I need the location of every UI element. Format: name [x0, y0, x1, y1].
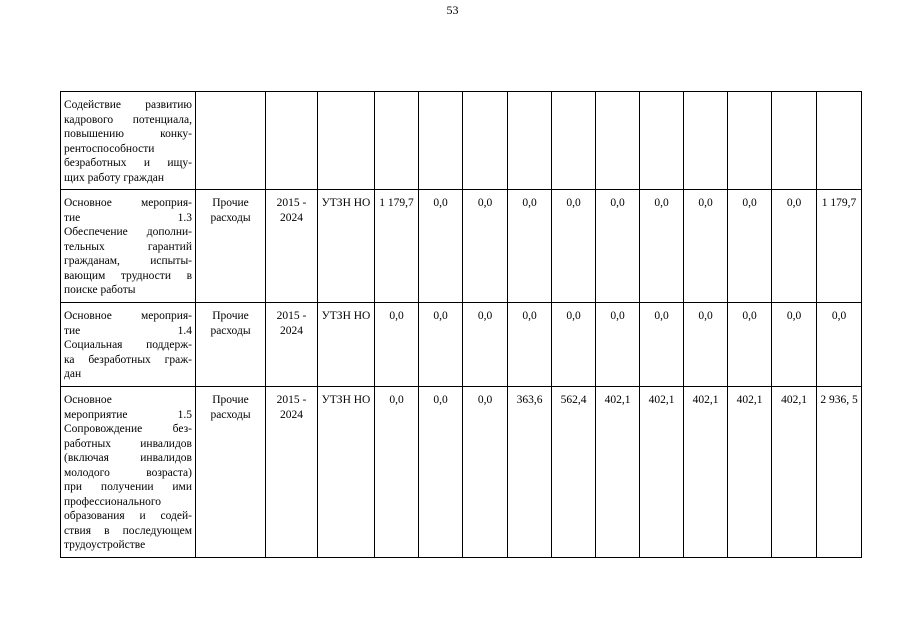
value-cell	[596, 92, 640, 190]
measure-name-line: при получении ими	[64, 481, 192, 493]
measure-name-cell	[61, 303, 196, 387]
value-cell: 0,0	[508, 190, 552, 303]
measure-name-line: ка безработных граж-	[64, 353, 192, 366]
measure-name-line: кадрового потенциала,	[64, 113, 192, 126]
value-cell: 0,0	[508, 303, 552, 387]
measure-name-line: образования и содей-	[64, 510, 192, 522]
value-cell	[419, 92, 463, 190]
value-cell: 0,0	[596, 303, 640, 387]
total-value-cell: 1 179,7	[817, 190, 862, 303]
measure-name-line: работных инвалидов	[64, 437, 192, 450]
measure-name-cell	[61, 387, 196, 558]
value-cell: 562,4	[552, 387, 596, 558]
value-cell: 0,0	[772, 303, 817, 387]
table-row	[61, 92, 862, 190]
value-cell: 0,0	[375, 303, 419, 387]
value-cell: 0,0	[463, 303, 508, 387]
measure-name-line: Основное мероприя-	[64, 197, 192, 209]
measure-name-line: профессионального	[64, 495, 162, 508]
period-cell: 2015 - 2024	[266, 387, 318, 558]
measure-name-line: вающим трудности в	[64, 269, 192, 282]
value-cell: 0,0	[684, 303, 728, 387]
value-cell: 0,0	[419, 387, 463, 558]
expense-category-cell: Прочие расходы	[196, 303, 266, 387]
executor-cell	[318, 92, 375, 190]
measure-name-line: (включая инвалидов	[64, 452, 192, 464]
measure-name-cell	[61, 92, 196, 190]
value-cell	[728, 92, 772, 190]
value-cell	[552, 92, 596, 190]
period-cell: 2015 - 2024	[266, 303, 318, 387]
measure-name-line: щих работу граждан	[64, 171, 165, 184]
value-cell: 402,1	[640, 387, 684, 558]
measure-name-line: Сопровождение без-	[64, 423, 192, 435]
measure-name-line: дан	[64, 368, 82, 380]
value-cell: 0,0	[419, 303, 463, 387]
value-cell: 0,0	[728, 303, 772, 387]
budget-table	[60, 91, 862, 558]
executor-cell: УТЗН НО	[318, 387, 375, 558]
total-value-cell	[817, 92, 862, 190]
measure-name-line: поиске работы	[64, 284, 136, 296]
measure-name-line: безработных и ищу-	[64, 157, 192, 169]
value-cell: 1 179,7	[375, 190, 419, 303]
measure-name-line: гражданам, испыты-	[64, 255, 192, 267]
value-cell: 0,0	[463, 387, 508, 558]
measure-name-line: тие 1.3	[64, 211, 192, 224]
measure-name-line: Основное мероприя-	[64, 310, 192, 322]
value-cell: 363,6	[508, 387, 552, 558]
value-cell: 0,0	[419, 190, 463, 303]
value-cell	[684, 92, 728, 190]
value-cell	[375, 92, 419, 190]
value-cell: 0,0	[596, 190, 640, 303]
measure-name-line: молодого возраста)	[64, 466, 192, 479]
measure-name-line: трудоустройстве	[64, 539, 146, 551]
page-number: 53	[446, 3, 459, 17]
measure-name-line: мероприятие 1.5	[64, 408, 192, 421]
value-cell: 0,0	[640, 190, 684, 303]
value-cell: 0,0	[463, 190, 508, 303]
value-cell: 402,1	[772, 387, 817, 558]
measure-name-line: тельных гарантий	[64, 240, 192, 253]
measure-name-cell	[61, 190, 196, 303]
measure-name-line: Обеспечение дополни-	[64, 226, 192, 238]
total-value-cell: 2 936, 5	[817, 387, 862, 558]
value-cell: 0,0	[640, 303, 684, 387]
measure-name-line: рентоспособности	[64, 142, 155, 155]
measure-name-line: Социальная поддерж-	[64, 339, 192, 351]
period-cell: 2015 - 2024	[266, 190, 318, 303]
measure-name-line: Содействие развитию	[64, 99, 192, 111]
value-cell	[772, 92, 817, 190]
value-cell: 0,0	[552, 303, 596, 387]
value-cell: 0,0	[552, 190, 596, 303]
value-cell	[463, 92, 508, 190]
value-cell: 402,1	[684, 387, 728, 558]
executor-cell: УТЗН НО	[318, 303, 375, 387]
measure-name-line: повышению конку-	[64, 128, 192, 140]
table-body	[61, 92, 862, 558]
value-cell: 402,1	[596, 387, 640, 558]
value-cell: 402,1	[728, 387, 772, 558]
expense-category-cell: Прочие расходы	[196, 387, 266, 558]
value-cell: 0,0	[684, 190, 728, 303]
value-cell	[508, 92, 552, 190]
value-cell: 0,0	[375, 387, 419, 558]
table-row	[61, 387, 862, 558]
measure-name-line: Основное	[64, 394, 112, 406]
expense-category-cell: Прочие расходы	[196, 190, 266, 303]
total-value-cell: 0,0	[817, 303, 862, 387]
measure-name-line: ствия в последующем	[64, 524, 192, 537]
period-cell	[266, 92, 318, 190]
executor-cell: УТЗН НО	[318, 190, 375, 303]
measure-name-line: тие 1.4	[64, 324, 192, 337]
value-cell	[640, 92, 684, 190]
table-row	[61, 190, 862, 303]
table-row	[61, 303, 862, 387]
value-cell: 0,0	[772, 190, 817, 303]
expense-category-cell	[196, 92, 266, 190]
value-cell: 0,0	[728, 190, 772, 303]
